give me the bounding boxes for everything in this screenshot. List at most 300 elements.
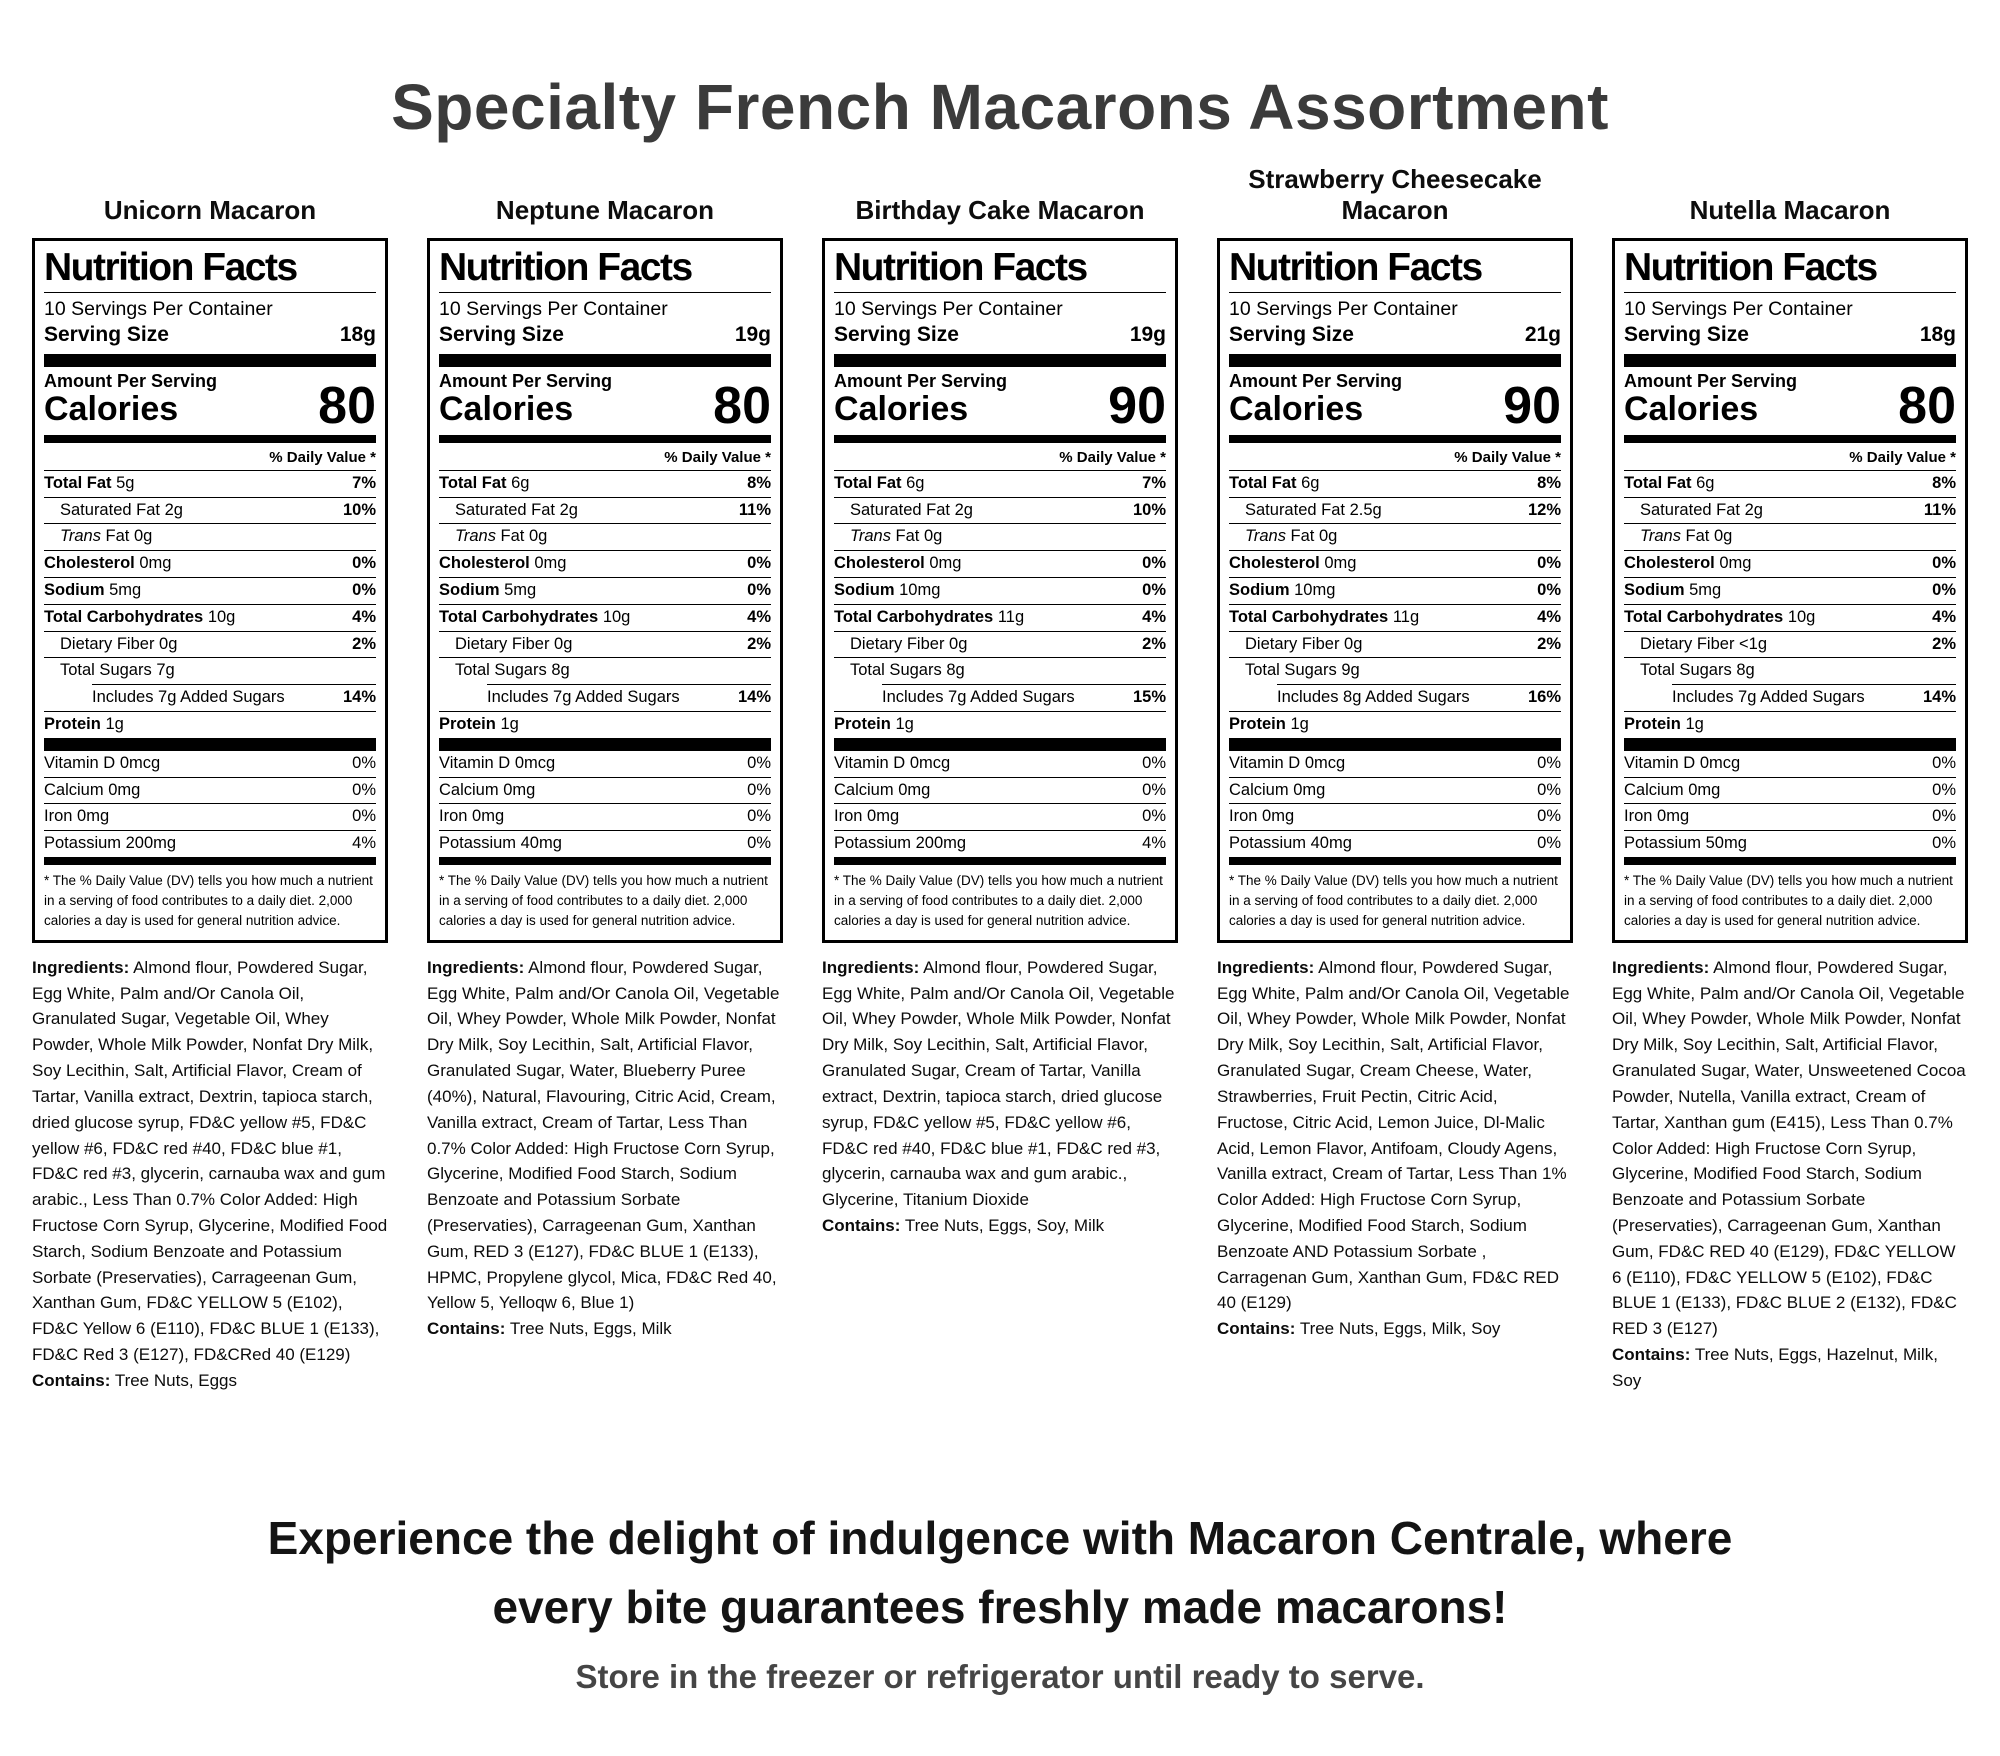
vitamin-name: Potassium	[1229, 834, 1307, 853]
nutrient-label	[1624, 474, 1714, 494]
footer-tagline: Experience the delight of indulgence with Macaron Centrale, where every bite guarantees freshly made macarons!	[267, 1511, 1733, 1633]
calories-value: 80	[1898, 376, 1956, 435]
nutrient-amount: 5mg	[109, 580, 142, 599]
serving-size-row	[1624, 321, 1956, 354]
vitamin-label	[44, 781, 140, 801]
vitamin-amount: 0mg	[77, 807, 110, 826]
serving-size-value: 18g	[339, 323, 376, 347]
nutrient-name: Saturated Fat	[850, 500, 950, 519]
vitamin-row	[1229, 830, 1561, 857]
nutrient-row	[44, 497, 376, 524]
nutrient-row	[834, 523, 1166, 550]
contains-text	[1217, 1316, 1573, 1342]
ingredients-text	[1612, 955, 1968, 1342]
amount-per-serving-label: Amount Per Serving	[44, 371, 218, 392]
nutrient-label	[834, 581, 940, 601]
vitamin-amount: 40mg	[520, 834, 562, 853]
nutrition-facts-panel	[1217, 238, 1573, 943]
amount-per-serving-label: Amount Per Serving	[1624, 371, 1798, 392]
nutrient-label	[439, 661, 570, 681]
nutrient-label	[439, 715, 519, 735]
nutrient-amount: 2g	[559, 500, 578, 519]
nutrient-row	[1229, 711, 1561, 738]
nutrient-name: Dietary Fiber	[850, 634, 945, 653]
nutrient-daily-value: 2%	[747, 634, 771, 653]
nutrient-label	[44, 554, 171, 574]
vitamin-amount: 0mcg	[909, 753, 951, 772]
nutrient-name: Cholesterol	[439, 554, 530, 573]
page-title: Specialty French Macarons Assortment	[391, 71, 1609, 143]
contains-value: Tree Nuts, Eggs	[114, 1370, 238, 1390]
nutrient-row	[1229, 550, 1561, 577]
nutrient-name: Cholesterol	[1229, 554, 1320, 573]
ingredients-value: Almond flour, Powdered Sugar, Egg White, Palm and/Or Canola Oil, Vegetable Oil, Whey Powder, Whole Milk Powder, Nonfat Dry Milk, Soy Lecithin, Salt, Artificial Flavor, Granulated Sugar, Water, Unsweetened Cocoa Powder, Nutella, Vanilla extract, Cream of Tartar, Xanthan gum (E415), Less Than 0.7% Color Added: High Fructose Corn Syrup, Glycerine, Modified Food Starch, Sodium Benzoate and Potassium Sorbate (Preservaties), Carrageenan Gum, Xanthan Gum, FD&C RED 40 (E129), FD&C YELLOW 6 (E110), FD&C YELLOW 5 (E102), FD&C BLUE 1 (E133), FD&C BLUE 2 (E132), FD&C RED 3 (E127)	[1612, 957, 1966, 1339]
divider-medium	[834, 857, 1166, 865]
vitamin-daily-value: 0%	[747, 807, 771, 826]
product-column	[32, 152, 388, 1394]
calories-row	[1624, 371, 1956, 435]
divider-medium	[439, 857, 771, 865]
nutrient-row	[1229, 657, 1561, 684]
nutrient-label	[1229, 554, 1356, 574]
contains-label: Contains:	[32, 1370, 111, 1390]
nutrient-name: Sodium	[439, 580, 500, 599]
vitamin-daily-value: 0%	[352, 780, 376, 799]
nutrient-label	[1229, 661, 1360, 681]
vitamin-amount: 0mg	[867, 807, 900, 826]
nutrient-label	[1624, 635, 1767, 655]
nutrient-amount: 7g	[156, 661, 175, 680]
nutrient-amount: 1g	[1290, 714, 1309, 733]
serving-size-value: 21g	[1524, 323, 1561, 347]
amount-per-serving-label: Amount Per Serving	[834, 371, 1008, 392]
nutrient-row	[834, 657, 1166, 684]
vitamin-name: Iron	[44, 807, 73, 826]
vitamin-row	[1624, 777, 1956, 804]
vitamin-amount: 0mg	[1262, 807, 1295, 826]
nutrient-label	[44, 715, 124, 735]
divider-medium	[44, 435, 376, 443]
vitamin-name: Calcium	[1229, 780, 1289, 799]
nutrient-row	[44, 657, 376, 684]
nutrition-facts-heading: Nutrition Facts	[439, 247, 771, 293]
serving-size-label: Serving Size	[1229, 323, 1354, 347]
nutrient-label	[44, 608, 235, 628]
nutrient-daily-value: 11%	[738, 500, 771, 519]
nutrient-daily-value: 8%	[747, 473, 771, 492]
daily-value-footnote: * The % Daily Value (DV) tells you how much a nutrient in a serving of food contributes to a daily diet. 2,000 calories a day is used for general nutrition advice.	[834, 872, 1163, 929]
nutrient-name-italic: Trans	[1640, 527, 1681, 546]
calories-value: 90	[1503, 376, 1561, 435]
serving-size-row	[1229, 321, 1561, 354]
nutrient-label	[439, 527, 547, 547]
daily-value-header: % Daily Value *	[1454, 448, 1561, 466]
nutrient-amount: 6g	[906, 473, 925, 492]
contains-text	[822, 1213, 1178, 1239]
nutrient-name: Total Fat	[834, 473, 902, 492]
ingredients-label: Ingredients:	[427, 957, 525, 977]
contains-text	[32, 1368, 388, 1394]
nutrient-name: Includes 7g Added Sugars	[487, 688, 680, 707]
nutrient-label	[44, 474, 134, 494]
nutrient-name: Saturated Fat	[60, 500, 160, 519]
nutrient-name: Includes 7g Added Sugars	[92, 688, 285, 707]
nutrient-row	[1624, 577, 1956, 604]
nutrient-daily-value: 0%	[1932, 580, 1956, 599]
divider-thick	[1624, 354, 1956, 367]
nutrient-label	[44, 501, 183, 521]
serving-size-row	[44, 321, 376, 354]
servings-per-container: 10 Servings Per Container	[439, 298, 668, 321]
divider-thick	[439, 354, 771, 367]
contains-text	[1612, 1342, 1968, 1394]
vitamin-amount: 0mg	[898, 780, 931, 799]
nutrition-facts-heading: Nutrition Facts	[834, 247, 1166, 293]
nutrient-name-italic: Trans	[1245, 527, 1286, 546]
vitamin-amount: 0mg	[1688, 780, 1721, 799]
nutrient-label	[1672, 688, 1865, 708]
nutrient-daily-value: 0%	[1932, 554, 1956, 573]
nutrient-amount: 0mg	[139, 554, 172, 573]
nutrient-amount: 5g	[116, 473, 135, 492]
nutrient-name: Protein	[439, 714, 496, 733]
contains-label: Contains:	[822, 1215, 901, 1235]
ingredients-block	[1217, 955, 1573, 1342]
nutrient-name: Dietary Fiber	[1245, 634, 1340, 653]
nutrient-row	[487, 684, 771, 711]
nutrient-name: Total Carbohydrates	[1229, 607, 1389, 626]
nutrient-label	[834, 715, 914, 735]
nutrient-label	[1229, 474, 1319, 494]
vitamin-daily-value: 0%	[352, 753, 376, 772]
daily-value-footnote: * The % Daily Value (DV) tells you how much a nutrient in a serving of food contributes to a daily diet. 2,000 calories a day is used for general nutrition advice.	[1624, 872, 1953, 929]
vitamin-name: Vitamin D	[44, 753, 116, 772]
nutrient-amount: 0g	[528, 527, 548, 546]
vitamin-name: Calcium	[834, 780, 894, 799]
nutrient-name: Dietary Fiber	[455, 634, 550, 653]
footer	[0, 1504, 2000, 1756]
nutrient-name: Protein	[44, 714, 101, 733]
nutrient-name-italic: Trans	[850, 527, 891, 546]
divider-thick	[1229, 738, 1561, 751]
vitamin-name: Vitamin D	[834, 753, 906, 772]
nutrient-name: Fat	[100, 527, 130, 546]
product-column	[427, 152, 783, 1342]
nutrient-amount: 6g	[1301, 473, 1320, 492]
divider-thick	[1624, 738, 1956, 751]
product-column	[1217, 152, 1573, 1342]
nutrient-row	[1624, 550, 1956, 577]
nutrient-name: Includes 7g Added Sugars	[1672, 688, 1865, 707]
amount-per-serving-label: Amount Per Serving	[439, 371, 613, 392]
vitamin-name: Potassium	[439, 834, 517, 853]
nutrient-label	[1229, 715, 1309, 735]
nutrient-row	[834, 470, 1166, 497]
daily-value-header: % Daily Value *	[1059, 448, 1166, 466]
nutrient-daily-value: 4%	[352, 607, 376, 626]
divider-medium	[834, 435, 1166, 443]
divider-thick	[439, 738, 771, 751]
ingredients-block	[32, 955, 388, 1394]
calories-row	[1229, 371, 1561, 435]
nutrient-daily-value: 2%	[1932, 634, 1956, 653]
nutrition-facts-heading: Nutrition Facts	[44, 247, 376, 293]
nutrient-daily-value: 0%	[747, 580, 771, 599]
vitamin-row	[439, 830, 771, 857]
nutrient-row	[834, 497, 1166, 524]
vitamin-daily-value: 0%	[1142, 753, 1166, 772]
nutrient-label	[44, 581, 141, 601]
nutrient-row	[1277, 684, 1561, 711]
nutrient-name: Total Fat	[1624, 473, 1692, 492]
nutrient-row	[1672, 684, 1956, 711]
product-name: Neptune Macaron	[495, 194, 715, 225]
nutrient-name: Total Sugars	[455, 661, 547, 680]
nutrient-daily-value: 15%	[1132, 688, 1166, 707]
nutrient-row	[439, 604, 771, 631]
ingredients-label: Ingredients:	[1217, 957, 1315, 977]
ingredients-text	[427, 955, 783, 1317]
vitamin-name: Iron	[1624, 807, 1653, 826]
product-name: Nutella Macaron	[1689, 194, 1891, 225]
calories-label: Calories	[1229, 390, 1364, 429]
nutrient-name: Includes 7g Added Sugars	[882, 688, 1075, 707]
calories-value: 80	[318, 376, 376, 435]
vitamin-label	[44, 754, 160, 774]
nutrient-daily-value: 0%	[1537, 580, 1561, 599]
nutrient-amount: 5mg	[504, 580, 537, 599]
nutrient-daily-value: 14%	[1922, 688, 1956, 707]
nutrition-facts-panel	[1612, 238, 1968, 943]
vitamin-amount: 0mcg	[119, 753, 161, 772]
product-name: Birthday Cake Macaron	[855, 194, 1145, 225]
calories-labels	[439, 371, 612, 428]
nutrient-amount: 0mg	[1719, 554, 1752, 573]
vitamin-amount: 40mg	[1310, 834, 1352, 853]
nutrient-name: Saturated Fat	[455, 500, 555, 519]
contains-value: Tree Nuts, Eggs, Milk, Soy	[1299, 1319, 1501, 1339]
nutrient-amount: 1g	[1685, 714, 1704, 733]
vitamin-daily-value: 0%	[747, 780, 771, 799]
nutrient-label	[834, 554, 961, 574]
vitamin-name: Vitamin D	[1624, 753, 1696, 772]
nutrient-row	[1624, 497, 1956, 524]
nutrient-label	[834, 501, 973, 521]
nutrient-label	[1277, 688, 1470, 708]
nutrition-facts-panel	[822, 238, 1178, 943]
nutrient-daily-value: 4%	[747, 607, 771, 626]
nutrient-daily-value: 10%	[342, 500, 376, 519]
nutrient-row	[44, 604, 376, 631]
nutrient-label	[834, 474, 924, 494]
calories-label: Calories	[439, 390, 574, 429]
nutrient-label	[882, 688, 1075, 708]
nutrient-amount: 6g	[511, 473, 530, 492]
vitamin-row	[1624, 830, 1956, 857]
serving-size-value: 19g	[734, 323, 771, 347]
vitamin-label	[1229, 754, 1345, 774]
servings-per-container: 10 Servings Per Container	[1624, 298, 1853, 321]
vitamin-row	[834, 803, 1166, 830]
nutrient-amount: 10mg	[899, 580, 941, 599]
nutrient-amount: 0g	[1344, 634, 1363, 653]
nutrient-label	[834, 527, 942, 547]
nutrient-name: Total Sugars	[60, 661, 152, 680]
nutrition-facts-panel	[32, 238, 388, 943]
nutrition-facts-heading: Nutrition Facts	[1229, 247, 1561, 293]
vitamin-daily-value: 0%	[1537, 834, 1561, 853]
contains-value: Tree Nuts, Eggs, Soy, Milk	[904, 1215, 1105, 1235]
nutrient-label	[1229, 527, 1337, 547]
nutrient-daily-value: 2%	[352, 634, 376, 653]
vitamin-amount: 0mg	[472, 807, 505, 826]
vitamin-daily-value: 4%	[1142, 834, 1166, 853]
nutrient-row	[834, 711, 1166, 738]
nutrient-name: Protein	[834, 714, 891, 733]
vitamin-name: Potassium	[834, 834, 912, 853]
nutrient-row	[1624, 657, 1956, 684]
nutrient-amount: 2.5g	[1349, 500, 1382, 519]
nutrient-daily-value: 2%	[1537, 634, 1561, 653]
nutrient-label	[1624, 527, 1732, 547]
calories-labels	[834, 371, 1007, 428]
nutrient-amount: 9g	[1341, 661, 1360, 680]
calories-label: Calories	[44, 390, 179, 429]
nutrient-label	[439, 635, 572, 655]
nutrient-daily-value: 4%	[1142, 607, 1166, 626]
nutrient-amount: 8g	[551, 661, 570, 680]
nutrient-name: Sodium	[1229, 580, 1290, 599]
daily-value-footnote: * The % Daily Value (DV) tells you how much a nutrient in a serving of food contributes to a daily diet. 2,000 calories a day is used for general nutrition advice.	[44, 872, 373, 929]
serving-size-value: 19g	[1129, 323, 1166, 347]
nutrient-name: Total Fat	[439, 473, 507, 492]
nutrient-label	[439, 501, 578, 521]
nutrient-name: Sodium	[1624, 580, 1685, 599]
nutrient-name: Saturated Fat	[1245, 500, 1345, 519]
ingredients-value: Almond flour, Powdered Sugar, Egg White, Palm and/Or Canola Oil, Vegetable Oil, Whey Powder, Whole Milk Powder, Nonfat Dry Milk, Soy Lecithin, Salt, Artificial Flavor, Granulated Sugar, Cream Cheese, Water, Strawberries, Fruit Pectin, Citric Acid, Fructose, Citric Acid, Lemon Juice, Dl-Malic Acid, Lemon Flavor, Antifoam, Cloudy Agens, Vanilla extract, Cream of Tartar, Less Than 1% Color Added: High Fructose Corn Syrup, Glycerine, Modified Food Starch, Sodium Benzoate AND Potassium Sorbate , Carragenan Gum, Xanthan Gum, FD&C RED 40 (E129)	[1217, 957, 1570, 1313]
serving-size-value: 18g	[1919, 323, 1956, 347]
vitamin-daily-value: 0%	[1142, 780, 1166, 799]
vitamin-amount: 0mcg	[1304, 753, 1346, 772]
serving-size-row	[439, 321, 771, 354]
vitamin-name: Calcium	[1624, 780, 1684, 799]
vitamin-name: Calcium	[439, 780, 499, 799]
nutrient-row	[1624, 711, 1956, 738]
vitamin-label	[1229, 781, 1325, 801]
nutrient-daily-value: 2%	[1142, 634, 1166, 653]
nutrient-row	[44, 550, 376, 577]
nutrient-amount: 8g	[1736, 661, 1755, 680]
vitamin-row	[834, 777, 1166, 804]
divider-medium	[1624, 435, 1956, 443]
nutrient-daily-value: 8%	[1932, 473, 1956, 492]
nutrient-row	[92, 684, 376, 711]
nutrient-amount: 0g	[133, 527, 153, 546]
divider-thick	[834, 738, 1166, 751]
calories-value: 80	[713, 376, 771, 435]
calories-labels	[1229, 371, 1402, 428]
nutrient-label	[1624, 501, 1763, 521]
nutrient-label	[439, 554, 566, 574]
nutrient-row	[1229, 631, 1561, 658]
nutrient-row	[834, 604, 1166, 631]
nutrient-name: Sodium	[44, 580, 105, 599]
vitamin-amount: 50mg	[1705, 834, 1747, 853]
nutrient-label	[834, 635, 967, 655]
vitamin-row	[44, 830, 376, 857]
ingredients-value: Almond flour, Powdered Sugar, Egg White, Palm and/Or Canola Oil, Granulated Sugar, Vegetable Oil, Whey Powder, Whole Milk Powder, Nonfat Dry Milk, Soy Lecithin, Salt, Artificial Flavor, Cream of Tartar, Vanilla extract, Dextrin, tapioca starch, dried glucose syrup, FD&C yellow #5, FD&C yellow #6, FD&C red #40, FD&C blue #1, FD&C red #3, glycerin, carnauba wax and gum arabic., Less Than 0.7% Color Added: High Fructose Corn Syrup, Glycerine, Modified Food Starch, Sodium Benzoate and Potassium Sorbate (Preservaties), Carrageenan Gum, Xanthan Gum, FD&C YELLOW 5 (E102), FD&C Yellow 6 (E110), FD&C BLUE 1 (E133), FD&C Red 3 (E127), FD&CRed 40 (E129)	[32, 957, 388, 1365]
contains-label: Contains:	[1612, 1345, 1691, 1365]
nutrient-daily-value: 4%	[1537, 607, 1561, 626]
nutrient-name: Sodium	[834, 580, 895, 599]
vitamin-label	[439, 754, 555, 774]
nutrition-facts-heading: Nutrition Facts	[1624, 247, 1956, 293]
vitamin-row	[439, 777, 771, 804]
nutrient-name: Protein	[1229, 714, 1286, 733]
nutrient-row	[44, 577, 376, 604]
vitamin-daily-value: 0%	[1537, 807, 1561, 826]
nutrient-label	[1624, 661, 1755, 681]
vitamin-daily-value: 0%	[747, 834, 771, 853]
nutrient-row	[439, 711, 771, 738]
serving-size-row	[834, 321, 1166, 354]
nutrient-row	[1229, 497, 1561, 524]
nutrient-name: Total Carbohydrates	[439, 607, 599, 626]
calories-labels	[1624, 371, 1797, 428]
nutrient-name: Includes 8g Added Sugars	[1277, 688, 1470, 707]
nutrient-amount: 0g	[554, 634, 573, 653]
nutrient-row	[1229, 523, 1561, 550]
amount-per-serving-label: Amount Per Serving	[1229, 371, 1403, 392]
product-column	[1612, 152, 1968, 1394]
nutrient-amount: 0mg	[1324, 554, 1357, 573]
nutrient-daily-value: 0%	[747, 554, 771, 573]
vitamin-label	[1624, 834, 1747, 854]
nutrient-name: Dietary Fiber	[1640, 634, 1735, 653]
nutrient-name: Fat	[1680, 527, 1710, 546]
nutrient-name: Cholesterol	[44, 554, 135, 573]
serving-size-label: Serving Size	[834, 323, 959, 347]
vitamin-daily-value: 0%	[1537, 753, 1561, 772]
nutrient-label	[92, 688, 285, 708]
vitamin-daily-value: 0%	[1537, 780, 1561, 799]
nutrient-amount: 10g	[1787, 607, 1816, 626]
nutrient-row	[439, 470, 771, 497]
calories-row	[439, 371, 771, 435]
vitamin-amount: 0mg	[503, 780, 536, 799]
vitamin-amount: 200mg	[915, 834, 967, 853]
nutrient-name: Total Fat	[1229, 473, 1297, 492]
vitamin-name: Potassium	[44, 834, 122, 853]
daily-value-header: % Daily Value *	[664, 448, 771, 466]
nutrient-daily-value: 16%	[1527, 688, 1561, 707]
nutrient-label	[439, 474, 529, 494]
divider-medium	[439, 435, 771, 443]
vitamin-row	[1229, 777, 1561, 804]
nutrient-daily-value: 12%	[1527, 500, 1561, 519]
product-name: Unicorn Macaron	[103, 194, 317, 225]
vitamin-label	[44, 807, 109, 827]
nutrient-daily-value: 0%	[352, 554, 376, 573]
vitamin-daily-value: 0%	[1142, 807, 1166, 826]
nutrient-amount: 1g	[105, 714, 124, 733]
vitamin-row	[439, 751, 771, 777]
nutrient-row	[44, 711, 376, 738]
divider-medium	[1229, 857, 1561, 865]
nutrient-row	[882, 684, 1166, 711]
nutrient-name: Total Sugars	[850, 661, 942, 680]
vitamin-daily-value: 0%	[352, 807, 376, 826]
